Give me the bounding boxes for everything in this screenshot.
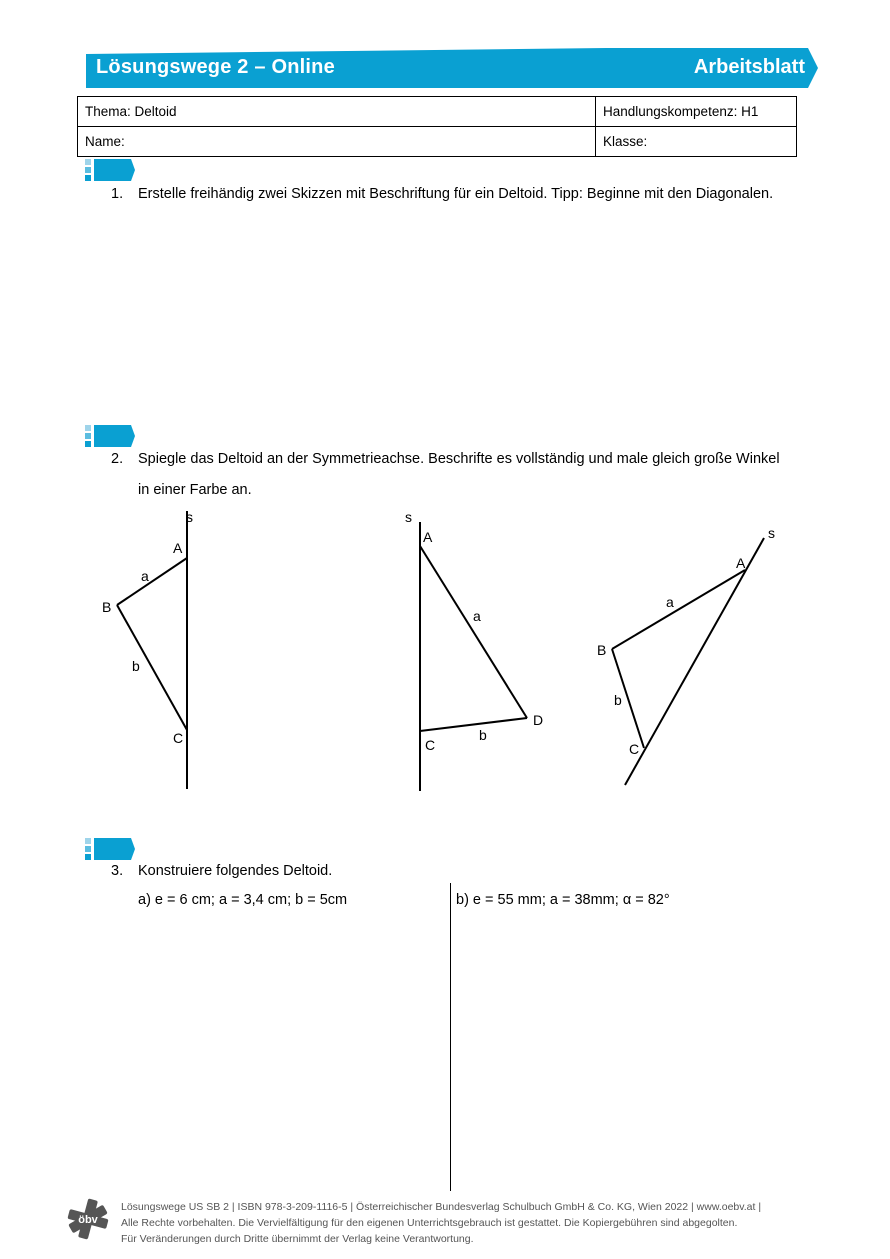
figure-2-axis-label: s [405, 509, 412, 525]
task-3-text: Konstruiere folgendes Deltoid. [138, 863, 333, 879]
figure-1-side-b [117, 605, 187, 730]
figure-3-side-a [612, 570, 745, 649]
publisher-logo-text: öbv [78, 1214, 98, 1226]
figure-3-point-c: C [629, 741, 640, 757]
figure-1-point-a: A [173, 540, 183, 556]
task-1-text: Erstelle freihändig zwei Skizzen mit Beschriftung für ein Deltoid. Tipp: Beginne mit den Diagonalen. [138, 186, 774, 202]
figure-3-axis-label: s [768, 525, 775, 541]
figure-2-point-a: A [423, 529, 433, 545]
figure-3-side-a-label: a [666, 594, 674, 610]
figure-2 [420, 522, 527, 791]
publisher-logo-icon [66, 1197, 110, 1241]
competence-cell: Handlungskompetenz: H1 [596, 97, 797, 127]
name-field[interactable]: Name: [78, 127, 596, 157]
figure-1-side-b-label: b [132, 658, 140, 674]
figure-3-axis [625, 538, 764, 785]
figure-1-point-b: B [102, 599, 112, 615]
figure-3-point-a: A [736, 555, 746, 571]
task-3-number: 3. [111, 863, 124, 879]
footer-line-2: Alle Rechte vorbehalten. Die Vervielfältigung für den eigenen Unterrichtsgebrauch ist gestattet. Die Kopiergebühren sind abgegolten. [121, 1217, 738, 1229]
class-field[interactable]: Klasse: [596, 127, 797, 157]
figure-1-point-c: C [173, 730, 184, 746]
task-3-divider [450, 883, 451, 1191]
footer-line-3: Für Veränderungen durch Dritte übernimmt der Verlag keine Verantwortung. [121, 1233, 474, 1245]
figure-1-axis-label: s [186, 509, 193, 525]
topic-cell: Thema: Deltoid [78, 97, 596, 127]
task-1-number: 1. [111, 186, 124, 202]
worksheet-type-label: Arbeitsblatt [693, 56, 805, 78]
figure-2-side-a [420, 546, 527, 718]
figure-2-side-b-label: b [479, 727, 487, 743]
task-3-part-b: b) e = 55 mm; a = 38mm; α = 82° [456, 892, 670, 908]
figure-3-side-b-label: b [614, 692, 622, 708]
figure-3-point-b: B [597, 642, 607, 658]
figure-2-side-b [420, 718, 527, 731]
task-2-text-line2: in einer Farbe an. [138, 482, 252, 498]
footer-text [121, 1199, 761, 1247]
task-2-text-line1: Spiegle das Deltoid an der Symmetrieachse. Beschrifte es vollständig und male gleich große Winkel [138, 451, 780, 467]
footer-line-1: Lösungswege US SB 2 | ISBN 978-3-209-1116-5 | Österreichischer Bundesverlag Schulbuch GmbH & Co. KG, Wien 2022 | www.oebv.at | [121, 1201, 762, 1213]
task-3-part-a: a) e = 6 cm; a = 3,4 cm; b = 5cm [138, 892, 348, 908]
task-2-number: 2. [111, 451, 124, 467]
figure-1-side-a-label: a [141, 568, 149, 584]
figure-2-side-a-label: a [473, 608, 481, 624]
figure-1-side-a [117, 558, 187, 605]
figure-2-point-d: D [533, 712, 544, 728]
figure-2-point-c: C [425, 737, 436, 753]
worksheet-series-title: Lösungswege 2 – Online [96, 56, 335, 78]
